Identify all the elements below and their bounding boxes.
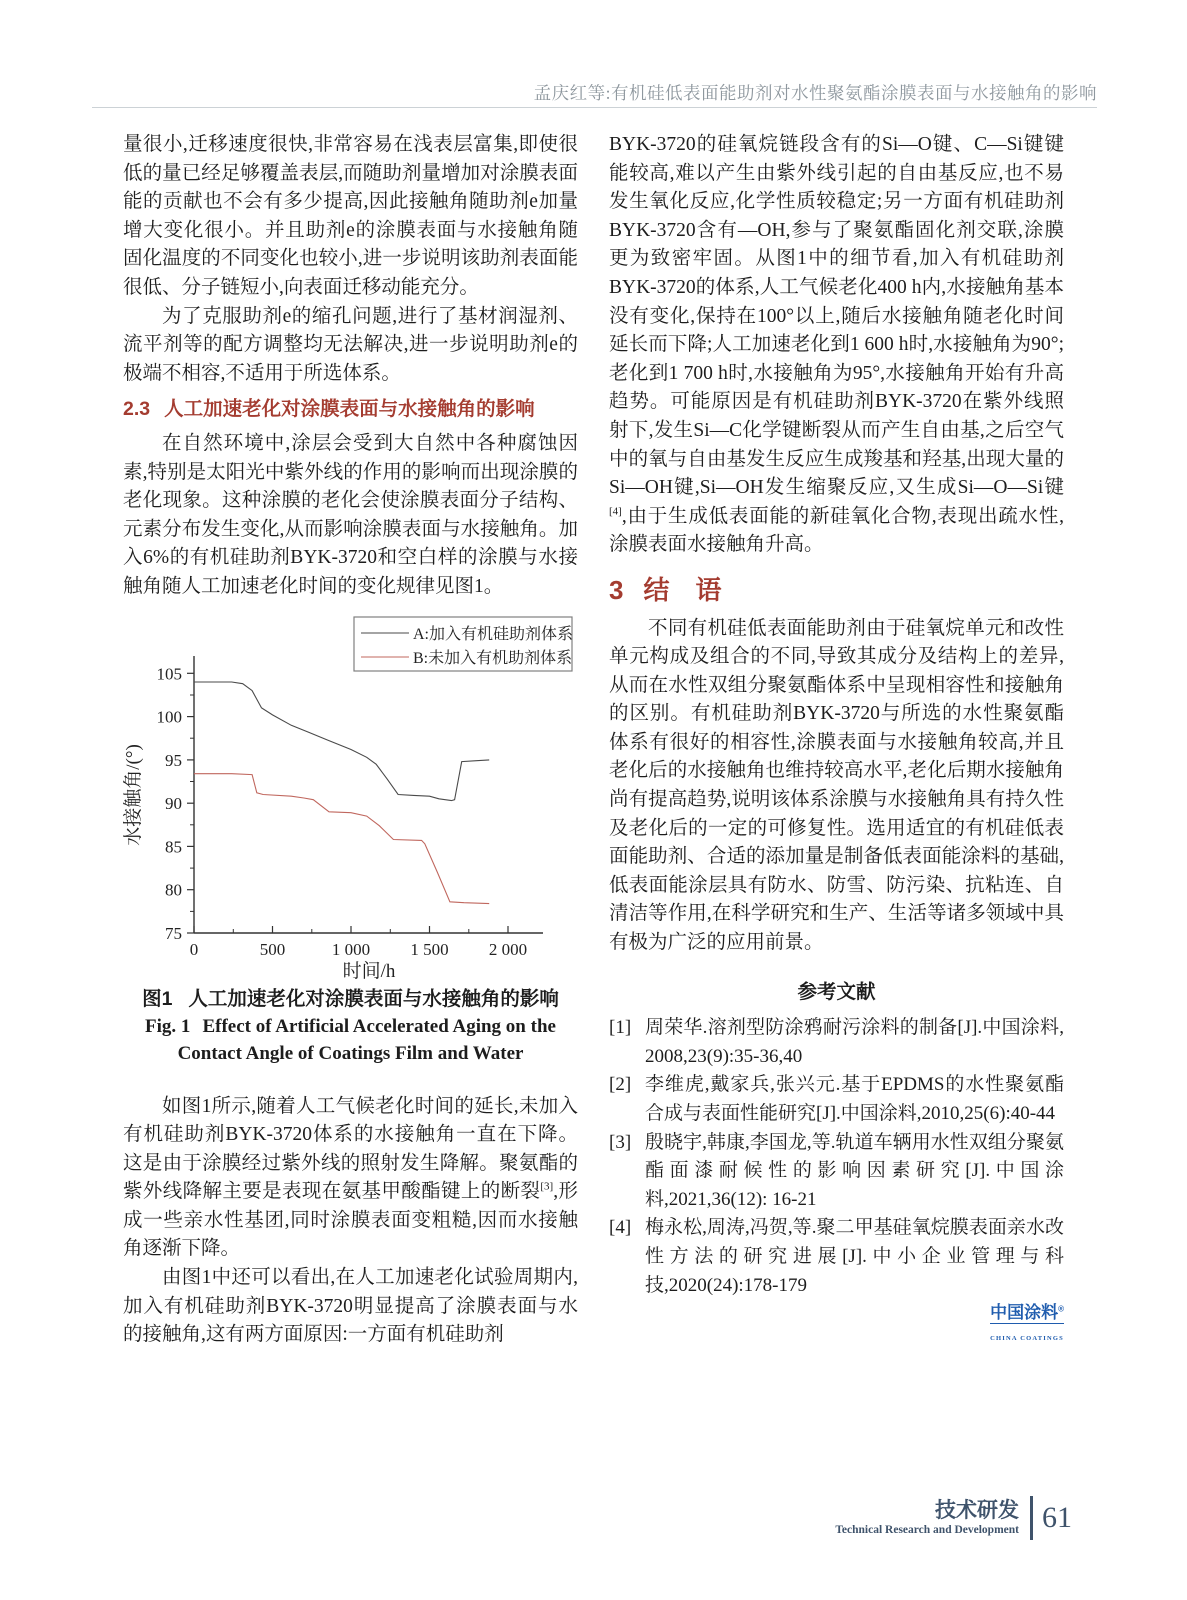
section-number: 2.3 [123,398,151,421]
page-number: 61 [1042,1501,1072,1534]
svg-text:95: 95 [165,750,182,770]
svg-text:水接触角/(°): 水接触角/(°) [123,743,144,846]
paragraph: 由图1中还可以看出,在人工加速老化试验周期内,加入有机硅助剂BYK-3720明显提高了涂膜表面与水的接触角,这有两方面原因:一方面有机硅助剂 [123,1267,578,1346]
reference-number: [3] [609,1131,632,1153]
paragraph: 不同有机硅低表面能助剂由于硅氧烷单元和改性单元构成及组合的不同,导致其成分及结构上的差异,从而在水性双组分聚氨酯体系中呈现相容性和接触角的区别。有机硅助剂BYK-3720与所选的水性聚氨酯体系有很好的相容性,涂膜表面与水接触角较高,并且老化后的水接触角也维持较高水平,老化后期水接触角尚有提高趋势,说明该体系涂膜与水接触角具有持久性及老化后的一定的可修复性。选用适宜的有机硅低表面能助剂、合适的添加量是制备低表面能涂料的基础,低表面能涂层具有防水、防雪、防污染、抗粘连、自清洁等作用,在科学研究和生产、生活等诸多领域中具有极为广泛的应用前景。 [609,617,1064,954]
section-title: 人工加速老化对涂膜表面与水接触角的影响 [164,398,535,421]
paragraph: 在自然环境中,涂层会受到大自然中各种腐蚀因素,特别是太阳光中紫外线的作用的影响而出现涂膜的老化现象。这种涂膜的老化会使涂膜表面分子结构、元素分布发生变化,从而影响涂膜表面与水接触角。加入6%的有机硅助剂BYK-3720和空白样的涂膜与水接触角随人工加速老化时间的变化规律见图1。 [123,432,578,597]
svg-text:75: 75 [165,923,182,943]
reference-text: 李维虎,戴家兵,张兴元.基于EPDMS的水性聚氨酯合成与表面性能研究[J].中国涂料,2010,25(6):40-44 [645,1074,1064,1124]
svg-text:100: 100 [156,707,182,727]
reference-item [609,1214,1064,1300]
reference-item [609,1014,1064,1071]
section-title: 结 语 [643,574,722,605]
page-footer [835,1496,1072,1540]
footer-chinese: 技术研发 [935,1499,1019,1522]
section-number: 3 [609,574,624,605]
svg-text:85: 85 [165,836,182,856]
svg-text:B:未加入有机助剂体系: B:未加入有机助剂体系 [413,649,573,667]
section-heading-3 [609,576,1064,605]
references-heading: 参考文献 [797,980,876,1003]
china-coatings-logo [990,1304,1064,1354]
reference-text: 周荣华.溶剂型防涂鸦耐污涂料的制备[J].中国涂料, 2008,23(9):35-36,40 [645,1017,1064,1067]
right-column [609,131,1064,1354]
paragraph: BYK-3720的硅氧烷链段含有的Si—O键、C—Si键键能较高,难以产生由紫外线引起的自由基反应,也不易发生氧化反应,化学性质较稳定;另一方面有机硅助剂BYK-3720含有—OH,参与了聚氨酯固化剂交联,涂膜更为致密牢固。从图1中的细节看,加入有机硅助剂BYK-3720的体系,人工气候老化400 h内,水接触角基本没有变化,保持在100°以上,随后水接触角随老化时间延长而下降;人工加速老化到1 600 h时,水接触角为90°;老化到1 700 h时,水接触角为95°,水接触角开始有升高趋势。可能原因是有机硅助剂BYK-3720在紫外线照射下,发生Si—C化学键断裂从而产生自由基,之后空气中的氧与自由基发生反应生成羧基和羟基,出现大量的Si—OH键,Si—OH发生缩聚反应,又生成Si—O—Si键[4],由于生成低表面能的新硅氧化合物,表现出疏水性,涂膜表面水接触角升高。 [609,134,1064,556]
svg-text:2 000: 2 000 [488,939,528,959]
paragraph: 如图1所示,随着人工气候老化时间的延长,未加入有机硅助剂BYK-3720体系的水接触角一直在下降。这是由于涂膜经过紫外线的照射发生降解。聚氨酯的紫外线降解主要是表现在氨基甲酸酯键上的断裂[3],形成一些亲水性基团,同时涂膜表面变粗糙,因而水接触角逐渐下降。 [123,1095,578,1260]
figure-label: 图1 [142,987,173,1010]
left-column [123,131,578,1354]
reference-text: 殷晓宇,韩康,李国龙,等.轨道车辆用水性双组分聚氨酯面漆耐候性的影响因素研究[J].中国涂料,2021,36(12): 16-21 [645,1131,1064,1210]
svg-text:105: 105 [156,663,182,683]
figure-caption-en-text: Effect of Artificial Accelerated Aging on the [202,1015,556,1037]
svg-text:80: 80 [165,880,182,900]
svg-text:500: 500 [259,939,286,959]
figure-caption-zh [123,986,578,1013]
citation-marker: [3] [540,1180,554,1193]
section-heading-2-3 [123,395,578,424]
svg-text:90: 90 [165,793,182,813]
journal-logo-row [609,1304,1064,1354]
paragraph: 为了克服助剂e的缩孔问题,进行了基材润湿剂、流平剂等的配方调整均无法解决,进一步说明助剂e的极端不相容,不适用于所选体系。 [123,305,578,384]
figure-label-en: Fig. 1 [145,1015,191,1037]
figure-1-chart [123,608,578,984]
footer-divider [1030,1496,1033,1540]
reference-item [609,1129,1064,1215]
reference-number: [1] [609,1017,632,1039]
two-column-body [123,131,1064,1354]
reference-number: [2] [609,1074,632,1096]
footer-section-name [835,1499,1019,1537]
reference-item [609,1071,1064,1128]
line-chart [123,608,578,984]
logo-chinese-text: 中国涂料® [990,1303,1064,1323]
svg-text:0: 0 [189,939,199,959]
reference-number: [4] [609,1217,632,1239]
running-header: 孟庆红等:有机硅低表面能助剂对水性聚氨酯涂膜表面与水接触角的影响 [533,83,1097,103]
header-rule [92,107,1097,108]
figure-caption-text: 人工加速老化对涂膜表面与水接触角的影响 [188,987,559,1010]
logo-english-text: CHINA COATINGS [990,1323,1064,1354]
svg-text:1 500: 1 500 [410,939,449,959]
citation-marker: [4] [609,505,622,518]
svg-text:A:加入有机硅助剂体系: A:加入有机硅助剂体系 [413,625,574,643]
paragraph: 量很小,迁移速度很快,非常容易在浅表层富集,即使很低的量已经足够覆盖表层,而随助剂量增加对涂膜表面能的贡献也不会有多少提高,因此接触角随助剂e加量增大变化很小。并且助剂e的涂膜表面与水接触角随固化温度的不同变化也较小,进一步说明该助剂表面能很低、分子链短小,向表面迁移动能充分。 [123,134,578,298]
figure-caption-en-line1 [123,1013,578,1040]
svg-text:1 000: 1 000 [331,939,371,959]
svg-text:时间/h: 时间/h [342,960,396,982]
footer-english: Technical Research and Development [835,1524,1019,1536]
registered-mark: ® [1058,1304,1064,1314]
figure-caption-en-line2: Contact Angle of Coatings Film and Water [177,1042,524,1064]
reference-text: 梅永松,周涛,冯贺,等.聚二甲基硅氧烷膜表面亲水改性方法的研究进展[J].中小企业管理与科技,2020(24):178-179 [645,1217,1064,1296]
